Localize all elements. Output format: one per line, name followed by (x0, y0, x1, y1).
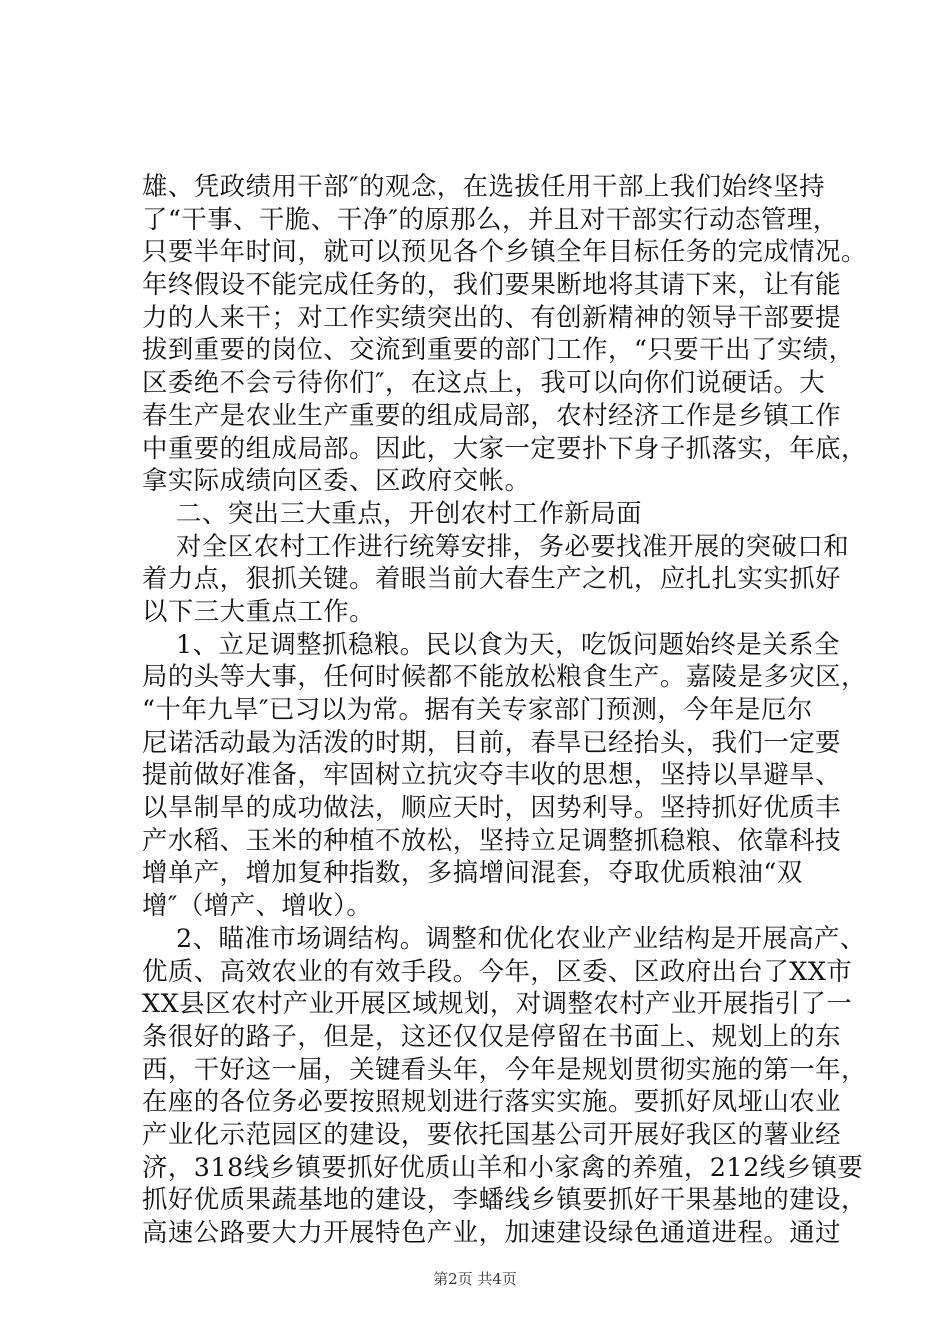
text-line: 西，干好这一届，关键看头年，今年是规划贯彻实施的第一年， (142, 1053, 867, 1084)
text-line: 以下三大重点工作。 (142, 595, 376, 626)
text-line: 着力点，狠抓关键。着眼当前大春生产之机，应扎扎实实抓好 (142, 563, 842, 594)
text-line: 对全区农村工作进行统筹安排，务必要找准开展的突破口和 (176, 530, 850, 561)
text-line: 增″（增产、增收）。 (142, 890, 373, 921)
text-line: 济，318线乡镇要抓好优质山羊和小家禽的养殖，212线乡镇要 (142, 1151, 864, 1182)
text-line: 抓好优质果蔬基地的建设，李蟠线乡镇要抓好干果基地的建设， (142, 1184, 867, 1215)
text-line: 2、瞄准市场调结构。调整和优化农业产业结构是开展高产、 (176, 922, 866, 953)
text-line: 区委绝不会亏待你们″，在这点上，我可以向你们说硬话。大 (142, 367, 826, 398)
section-heading: 二、突出三大重点，开创农村工作新局面 (176, 497, 643, 528)
text-line: 年终假设不能完成任务的，我们要果断地将其请下来，让有能 (142, 269, 842, 300)
text-line: 增单产，增加复种指数，多搞增间混套，夺取优质粮油“双 (142, 857, 803, 888)
text-line: 拔到重要的岗位、交流到重要的部门工作，“只要干出了实绩， (142, 334, 855, 365)
text-line: 提前做好准备，牢固树立抗灾夺丰收的思想，坚持以旱避旱、 (142, 759, 842, 790)
text-line: 产业化示范园区的建设，要依托国基公司开展好我区的薯业经 (142, 1118, 842, 1149)
text-line: 在座的各位务必要按照规划进行落实实施。要抓好凤垭山农业 (142, 1086, 842, 1117)
text-line: 产水稻、玉米的种植不放松，坚持立足调整抓稳粮、依靠科技 (142, 824, 842, 855)
text-line: 1、立足调整抓稳粮。民以食为天，吃饭问题始终是关系全 (176, 628, 840, 659)
text-line: XX县区农村产业开展区域规划，对调整农村产业开展指引了一 (142, 988, 853, 1019)
text-line: 春生产是农业生产重要的组成局部，农村经济工作是乡镇工作 (142, 399, 842, 430)
document-body (142, 170, 867, 1249)
text-line: 条很好的路子，但是，这还仅仅是停留在书面上、规划上的东 (142, 1020, 842, 1051)
text-line: 只要半年时间，就可以预见各个乡镇全年目标任务的完成情况。 (142, 236, 867, 267)
text-line: 以旱制旱的成功做法，顺应天时，因势利导。坚持抓好优质丰 (142, 792, 842, 823)
text-line: “十年九旱″已习以为常。据有关专家部门预测，今年是厄尔 (142, 694, 813, 724)
text-line: 高速公路要大力开展特色产业，加速建设绿色通道进程。通过 (142, 1217, 842, 1247)
text-line: 中重要的组成局部。因此，大家一定要扑下身子抓落实，年底， (142, 432, 867, 463)
text-line: 局的头等大事，任何时候都不能放松粮食生产。嘉陵是多灾区， (142, 661, 867, 692)
text-line: 力的人来干；对工作实绩突出的、有创新精神的领导干部要提 (142, 301, 842, 332)
text-line: 优质、高效农业的有效手段。今年，区委、区政府出台了XX市 (142, 955, 853, 986)
page-footer: 第2页 共4页 (433, 1270, 517, 1288)
text-line: 雄、凭政绩用干部″的观念，在选拔任用干部上我们始终坚持 (142, 171, 826, 201)
text-line: 了“干事、干脆、干净″的原那么，并且对干部实行动态管理， (142, 203, 839, 234)
text-line: 尼诺活动最为活泼的时期，目前，春旱已经抬头，我们一定要 (142, 726, 842, 757)
text-line: 拿实际成绩向区委、区政府交帐。 (142, 465, 531, 496)
